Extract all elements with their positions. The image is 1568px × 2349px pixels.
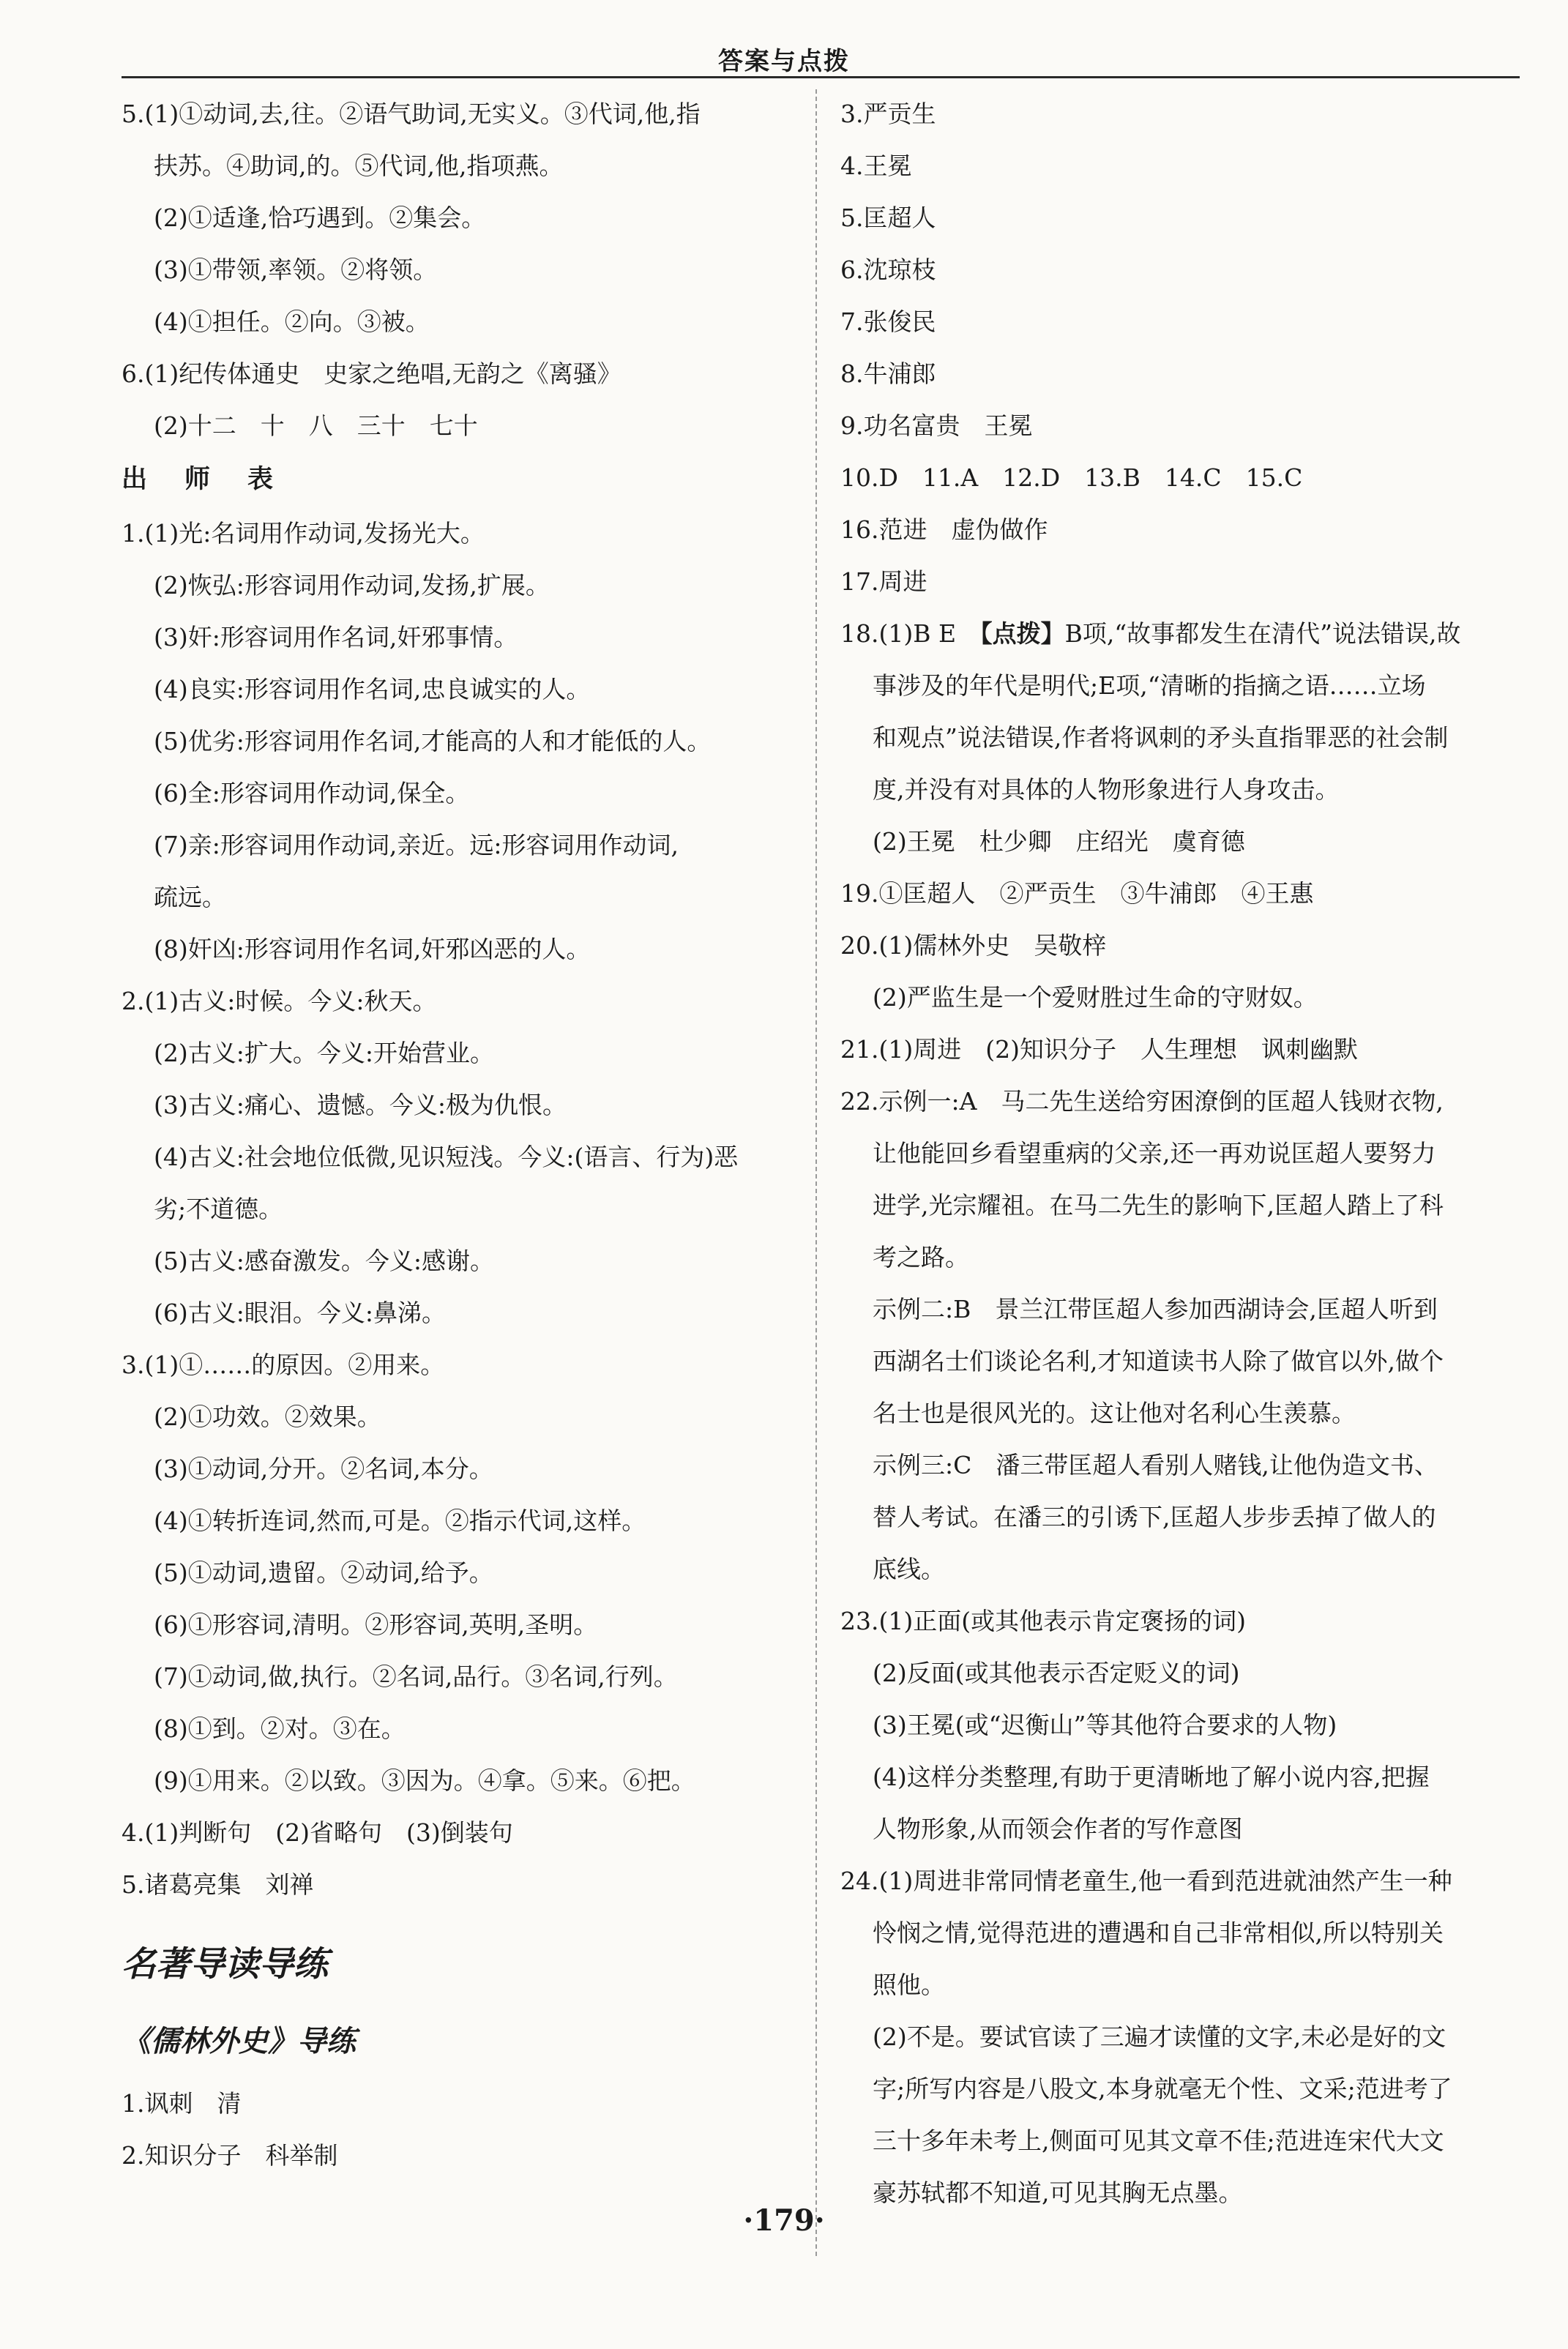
answer-line: 事涉及的年代是明代;E项,“清晰的指摘之语……立场 [873,671,1426,700]
answer-line: (2)王冕 杜少卿 庄绍光 虞育德 [873,827,1245,856]
answer-line: (3)王冕(或“迟衡山”等其他符合要求的人物) [873,1711,1337,1739]
answer-line: 4.王冕 [840,152,912,180]
answer-line: 照他。 [873,1971,945,1999]
answer-line: (8)奸凶:形容词用作名词,奸邪凶恶的人。 [154,935,591,963]
answer-line: (4)这样分类整理,有助于更清晰地了解小说内容,把握 [873,1763,1430,1791]
answer-line: (2)恢弘:形容词用作动词,发扬,扩展。 [154,571,550,600]
answer-line: 4.(1)判断句 (2)省略句 (3)倒装句 [122,1818,513,1847]
answer-line: 度,并没有对具体的人物形象进行人身攻击。 [873,775,1340,804]
answer-line: 7.张俊民 [840,307,936,336]
answer-line: 字;所写内容是八股文,本身就毫无个性、文采;范进考了 [873,2074,1452,2103]
answer-line: (3)奸:形容词用作名词,奸邪事情。 [154,623,518,651]
answer-line: (2)反面(或其他表示否定贬义的词) [873,1659,1240,1687]
q18-tip-text: B项,“故事都发生在清代”说法错误,故 [1064,619,1461,648]
answer-line: (6)古义:眼泪。今义:鼻涕。 [154,1299,446,1327]
answer-line: 进学,光宗耀祖。在马二先生的影响下,匡超人踏上了科 [873,1191,1444,1220]
answer-line: (7)亲:形容词用作动词,亲近。远:形容词用作动词, [154,831,679,859]
answer-line: (2)不是。要试官读了三遍才读懂的文字,未必是好的文 [873,2023,1446,2051]
left-column [122,88,802,2181]
q18-tip-tag: 【点拨】 [980,619,1065,648]
answer-line: (6)全:形容词用作动词,保全。 [154,779,470,807]
answer-line: 替人考试。在潘三的引诱下,匡超人步步丢掉了做人的 [873,1503,1436,1531]
answer-line: 和观点”说法错误,作者将讽刺的矛头直指罪恶的社会制 [873,723,1449,752]
answer-line: 三十多年未考上,侧面可见其文章不佳;范进连宋代大文 [873,2126,1444,2155]
answer-line: 3.严贡生 [840,100,936,128]
answer-line: (4)①担任。②向。③被。 [154,307,430,336]
answer-line: (2)①适逢,恰巧遇到。②集会。 [154,203,486,232]
answer-line: 示例二:B 景兰江带匡超人参加西湖诗会,匡超人听到 [873,1295,1438,1323]
answer-line: 西湖名士们谈论名利,才知道读书人除了做官以外,做个 [873,1347,1444,1375]
header-rule [122,76,1520,78]
answer-line: (8)①到。②对。③在。 [154,1714,406,1743]
answer-line: (2)①功效。②效果。 [154,1403,381,1431]
running-head: 答案与点拨 [718,47,850,76]
answer-line: 扶苏。④助词,的。⑤代词,他,指项燕。 [154,152,564,180]
answer-line: (9)①用来。②以致。③因为。④拿。⑤来。⑥把。 [154,1766,695,1795]
answer-line-q18 [840,608,1521,660]
answer-line: 豪苏轼都不知道,可见其胸无点墨。 [873,2178,1243,2207]
answer-line: 6.沈琼枝 [840,255,936,284]
answer-line: (7)①动词,做,执行。②名词,品行。③名词,行列。 [154,1662,678,1691]
answer-line: (2)古义:扩大。今义:开始营业。 [154,1039,494,1067]
answer-line: 1.讽刺 清 [122,2089,242,2118]
answer-line: 5.诸葛亮集 刘禅 [122,1870,314,1899]
answer-line: 怜悯之情,觉得范进的遭遇和自己非常相似,所以特别关 [873,1919,1444,1947]
answer-line: (3)古义:痛心、遗憾。今义:极为仇恨。 [154,1091,567,1119]
q18-answer: 18.(1)B E [840,619,981,648]
page-number: ·179· [743,2203,825,2238]
answer-line: 9.功名富贵 王冕 [840,411,1033,440]
answer-line: (5)古义:感奋激发。今义:感谢。 [154,1247,494,1275]
answer-line: 人物形象,从而领会作者的写作意图 [873,1815,1243,1843]
answer-line: 名士也是很风光的。这让他对名利心生羡慕。 [873,1399,1356,1427]
answer-line: (2)十二 十 八 三十 七十 [154,411,478,440]
answer-line: 5.匡超人 [840,203,936,232]
column-divider [815,89,817,2256]
answer-line: 24.(1)周进非常同情老童生,他一看到范进就油然产生一种 [840,1867,1452,1895]
answer-line: 22.示例一:A 马二先生送给穷困潦倒的匡超人钱财衣物, [840,1087,1444,1116]
answer-line: 2.(1)古义:时候。今义:秋天。 [122,987,437,1015]
answer-line: 8.牛浦郎 [840,359,936,388]
answer-line: 6.(1)纪传体通史 史家之绝唱,无韵之《离骚》 [122,359,621,388]
answer-line: 考之路。 [873,1243,969,1271]
answer-line: 示例三:C 潘三带匡超人看别人赌钱,让他伪造文书、 [873,1451,1438,1479]
answer-line: (4)古义:社会地位低微,见识短浅。今义:(语言、行为)恶 [154,1143,739,1171]
answer-line: 1.(1)光:名词用作动词,发扬光大。 [122,519,485,548]
section-heading: 出 师 表 [122,465,280,494]
right-column [840,88,1521,2219]
answer-line: 3.(1)①……的原因。②用来。 [122,1351,445,1379]
answer-line: 让他能回乡看望重病的父亲,还一再劝说匡超人要努力 [873,1139,1436,1168]
answer-line: 劣;不道德。 [154,1195,283,1223]
answer-line: 19.①匡超人 ②严贡生 ③牛浦郎 ④王惠 [840,879,1314,908]
answer-line: 疏远。 [154,883,226,911]
answer-line: 底线。 [873,1555,945,1583]
answer-line: 17.周进 [840,567,927,596]
answer-line: 5.(1)①动词,去,往。②语气助词,无实义。③代词,他,指 [122,100,701,128]
answer-line: 21.(1)周进 (2)知识分子 人生理想 讽刺幽默 [840,1035,1358,1064]
answer-line: (5)优劣:形容词用作名词,才能高的人和才能低的人。 [154,727,712,755]
answer-line: 2.知识分子 科举制 [122,2141,338,2170]
answer-line: (4)①转折连词,然而,可是。②指示代词,这样。 [154,1506,646,1535]
answer-line: (5)①动词,遗留。②动词,给予。 [154,1558,493,1587]
answer-line: 20.(1)儒林外史 吴敬梓 [840,931,1107,960]
answer-line: 10.D 11.A 12.D 13.B 14.C 15.C [840,463,1303,492]
answer-line: (3)①动词,分开。②名词,本分。 [154,1454,493,1483]
answer-line: 16.范进 虚伪做作 [840,515,1048,544]
answer-line: (6)①形容词,清明。②形容词,英明,圣明。 [154,1610,598,1639]
answer-line: (2)严监生是一个爱财胜过生命的守财奴。 [873,983,1318,1012]
answer-line: (4)良实:形容词用作名词,忠良诚实的人。 [154,675,591,703]
part-heading: 名著导读导练 [122,1944,328,1984]
answer-line: 23.(1)正面(或其他表示肯定褒扬的词) [840,1607,1246,1635]
answer-line: (3)①带领,率领。②将领。 [154,255,438,284]
subpart-heading: 《儒林外史》导练 [122,2025,356,2058]
